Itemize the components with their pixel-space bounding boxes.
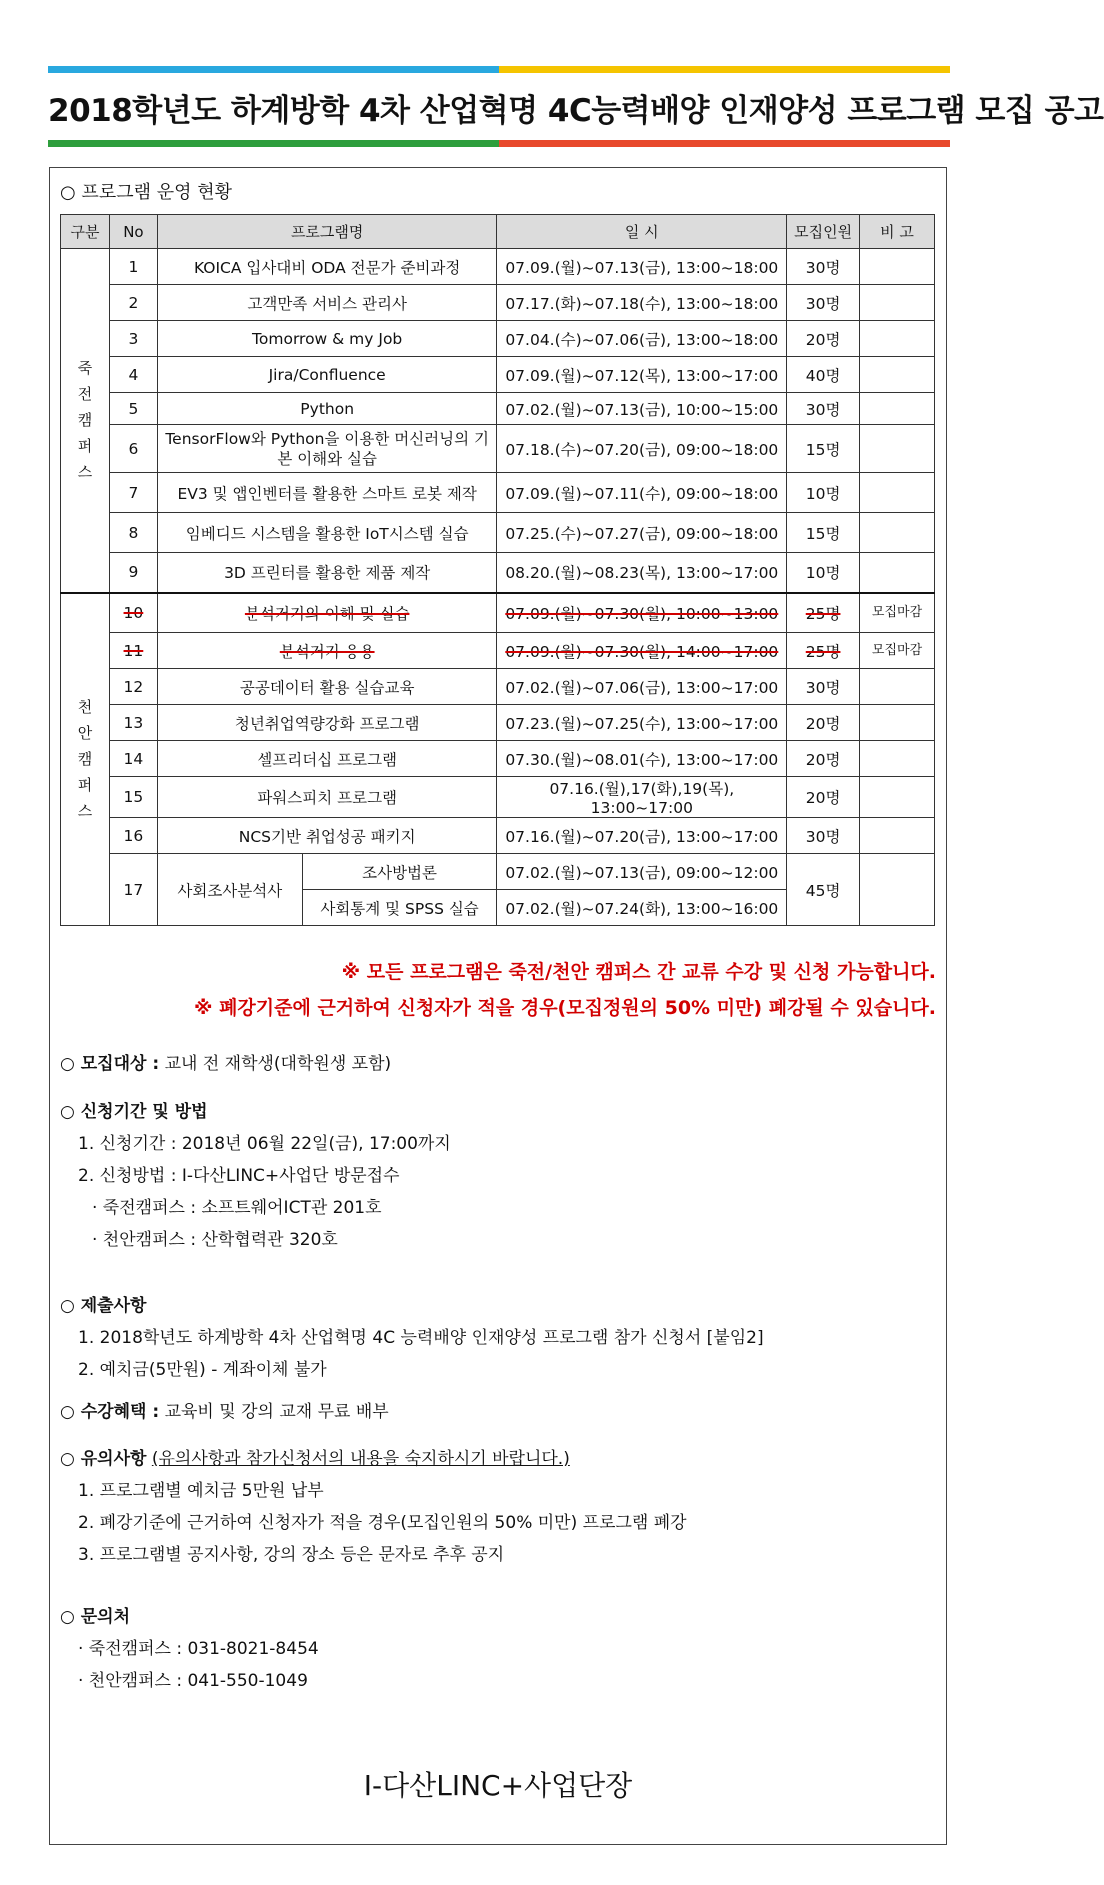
table-cell-note bbox=[860, 741, 935, 777]
header-division: 구분 bbox=[61, 215, 110, 249]
header-date: 일 시 bbox=[497, 215, 787, 249]
table-cell-count: 30명 bbox=[787, 669, 860, 705]
table-cell-count: 25명 bbox=[787, 593, 860, 633]
caution-line-3: 3. 프로그램별 공지사항, 강의 장소 등은 문자로 추후 공지 bbox=[78, 1545, 505, 1565]
table-cell-note bbox=[860, 321, 935, 357]
table-cell-program: 분석거기의 이해 및 실습 bbox=[157, 593, 497, 633]
table-cell-no: 6 bbox=[109, 425, 157, 473]
table-cell-count: 45명 bbox=[787, 854, 860, 926]
table-cell-date: 07.09.(월)~07.30(월), 10:00~13:00 bbox=[497, 593, 787, 633]
table-cell-count: 30명 bbox=[787, 393, 860, 425]
table-cell-count: 15명 bbox=[787, 513, 860, 553]
table-cell-date: 07.17.(화)~07.18(수), 13:00~18:00 bbox=[497, 285, 787, 321]
table-row bbox=[61, 321, 935, 357]
table-cell-count: 20명 bbox=[787, 741, 860, 777]
table-cell-no: 13 bbox=[109, 705, 157, 741]
signature: I-다산LINC+사업단장 bbox=[363, 1769, 633, 1802]
table-cell-count: 20명 bbox=[787, 777, 860, 818]
table-cell-program: Python bbox=[157, 393, 497, 425]
table-cell-date: 07.04.(수)~07.06(금), 13:00~18:00 bbox=[497, 321, 787, 357]
table-row bbox=[61, 393, 935, 425]
table-row bbox=[61, 513, 935, 553]
header-count: 모집인원 bbox=[787, 215, 860, 249]
submit-line-1: 1. 2018학년도 하계방학 4차 산업혁명 4C 능력배양 인재양성 프로그램 참가 신청서 [붙임2] bbox=[78, 1328, 764, 1348]
table-cell-date: 07.30.(월)~08.01(수), 13:00~17:00 bbox=[497, 741, 787, 777]
caution-section bbox=[60, 1443, 687, 1571]
apply-heading: ○ 신청기간 및 방법 bbox=[60, 1102, 208, 1122]
table-row bbox=[61, 593, 935, 633]
table-cell-date: 07.02.(월)~07.13(금), 09:00~12:00 bbox=[497, 854, 787, 890]
caution-label: ○ 유의사항 bbox=[60, 1449, 147, 1469]
table-cell-program: 사회조사분석사 bbox=[157, 854, 302, 926]
table-cell-count: 20명 bbox=[787, 705, 860, 741]
benefit-text: 교육비 및 강의 교재 무료 배부 bbox=[164, 1402, 389, 1422]
table-row bbox=[61, 357, 935, 393]
apply-line-1: 1. 신청기간 : 2018년 06월 22일(금), 17:00까지 bbox=[78, 1134, 451, 1154]
table-cell-note bbox=[860, 425, 935, 473]
table-row bbox=[61, 285, 935, 321]
table-row bbox=[61, 633, 935, 669]
contact-line-2: · 천안캠퍼스 : 041-550-1049 bbox=[78, 1671, 308, 1691]
table-cell-no: 11 bbox=[109, 633, 157, 669]
header-program: 프로그램명 bbox=[157, 215, 497, 249]
table-cell-note bbox=[860, 669, 935, 705]
table-cell-count: 10명 bbox=[787, 473, 860, 513]
notice-line-2: ※ 폐강기준에 근거하여 신청자가 적을 경우(모집정원의 50% 미만) 폐강될 수 있습니다. bbox=[193, 997, 936, 1019]
apply-sub-2: · 천안캠퍼스 : 산학협력관 320호 bbox=[92, 1230, 338, 1250]
table-cell-program: 분석거기 응용 bbox=[157, 633, 497, 669]
target-label: ○ 모집대상 : bbox=[60, 1054, 160, 1074]
table-cell-note bbox=[860, 553, 935, 593]
table-cell-no: 7 bbox=[109, 473, 157, 513]
caution-underline: (유의사항과 참가신청서의 내용을 숙지하시기 바랍니다.) bbox=[151, 1449, 570, 1469]
table-cell-date: 07.09.(월)~07.13(금), 13:00~18:00 bbox=[497, 249, 787, 285]
apply-sub-1: · 죽전캠퍼스 : 소프트웨어ICT관 201호 bbox=[92, 1198, 382, 1218]
program-status-heading: ○ 프로그램 운영 현황 bbox=[60, 182, 232, 203]
contact-heading: ○ 문의처 bbox=[60, 1607, 131, 1627]
submit-line-2: 2. 예치금(5만원) - 계좌이체 불가 bbox=[78, 1360, 327, 1380]
table-cell-note bbox=[860, 249, 935, 285]
table-cell-date: 07.09.(월)~07.11(수), 09:00~18:00 bbox=[497, 473, 787, 513]
table-cell-note bbox=[860, 285, 935, 321]
table-cell-program: TensorFlow와 Python을 이용한 머신러닝의 기본 이해와 실습 bbox=[157, 425, 497, 473]
table-row bbox=[61, 854, 935, 890]
table-cell-subprogram: 사회통계 및 SPSS 실습 bbox=[302, 890, 497, 926]
table-cell-note bbox=[860, 357, 935, 393]
table-cell-note bbox=[860, 473, 935, 513]
contact-section bbox=[60, 1601, 319, 1697]
table-row bbox=[61, 777, 935, 818]
table-cell-note bbox=[860, 705, 935, 741]
table-cell-no: 10 bbox=[109, 593, 157, 633]
table-cell-no: 9 bbox=[109, 553, 157, 593]
campus-cheonan: 천 안 캠 퍼 스 bbox=[61, 593, 110, 926]
table-cell-no: 3 bbox=[109, 321, 157, 357]
table-cell-date: 07.16.(월),17(화),19(목), 13:00~17:00 bbox=[497, 777, 787, 818]
table-cell-count: 25명 bbox=[787, 633, 860, 669]
table-cell-note: 모집마감 bbox=[860, 593, 935, 633]
table-cell-program: EV3 및 앱인벤터를 활용한 스마트 로봇 제작 bbox=[157, 473, 497, 513]
table-cell-program: 공공데이터 활용 실습교육 bbox=[157, 669, 497, 705]
title-top-bar bbox=[48, 66, 950, 73]
table-cell-no: 8 bbox=[109, 513, 157, 553]
target-section bbox=[60, 1048, 391, 1080]
notice-box bbox=[49, 167, 947, 1845]
benefit-label: ○ 수강혜택 : bbox=[60, 1402, 160, 1422]
table-cell-program: 파워스피치 프로그램 bbox=[157, 777, 497, 818]
table-cell-note bbox=[860, 393, 935, 425]
table-cell-no: 1 bbox=[109, 249, 157, 285]
table-cell-program: 임베디드 시스템을 활용한 IoT시스템 실습 bbox=[157, 513, 497, 553]
table-cell-note bbox=[860, 854, 935, 926]
table-row bbox=[61, 473, 935, 513]
table-row bbox=[61, 741, 935, 777]
table-cell-date: 07.02.(월)~07.24(화), 13:00~16:00 bbox=[497, 890, 787, 926]
program-table bbox=[60, 214, 935, 926]
table-cell-date: 07.02.(월)~07.13(금), 10:00~15:00 bbox=[497, 393, 787, 425]
table-cell-date: 07.25.(수)~07.27(금), 09:00~18:00 bbox=[497, 513, 787, 553]
table-cell-no: 15 bbox=[109, 777, 157, 818]
table-cell-date: 07.02.(월)~07.06(금), 13:00~17:00 bbox=[497, 669, 787, 705]
table-header-row bbox=[61, 215, 935, 249]
table-cell-no: 17 bbox=[109, 854, 157, 926]
table-cell-no: 14 bbox=[109, 741, 157, 777]
table-cell-count: 30명 bbox=[787, 285, 860, 321]
table-cell-no: 12 bbox=[109, 669, 157, 705]
table-cell-note bbox=[860, 513, 935, 553]
caution-line-1: 1. 프로그램별 예치금 5만원 납부 bbox=[78, 1481, 324, 1501]
table-cell-program: Tomorrow & my Job bbox=[157, 321, 497, 357]
table-row bbox=[61, 249, 935, 285]
table-cell-count: 30명 bbox=[787, 818, 860, 854]
table-row bbox=[61, 818, 935, 854]
table-cell-no: 5 bbox=[109, 393, 157, 425]
campus-jukjeon: 죽 전 캠 퍼 스 bbox=[61, 249, 110, 593]
apply-line-2: 2. 신청방법 : I-다산LINC+사업단 방문접수 bbox=[78, 1166, 400, 1186]
table-cell-note bbox=[860, 777, 935, 818]
table-row bbox=[61, 705, 935, 741]
submit-heading: ○ 제출사항 bbox=[60, 1296, 147, 1316]
table-row bbox=[61, 425, 935, 473]
apply-section bbox=[60, 1096, 451, 1256]
table-cell-date: 07.09.(월)~07.30(월), 14:00~17:00 bbox=[497, 633, 787, 669]
table-cell-count: 10명 bbox=[787, 553, 860, 593]
table-cell-program: KOICA 입사대비 ODA 전문가 준비과정 bbox=[157, 249, 497, 285]
table-cell-count: 40명 bbox=[787, 357, 860, 393]
table-cell-no: 2 bbox=[109, 285, 157, 321]
title-banner bbox=[48, 66, 1104, 147]
submit-section bbox=[60, 1290, 764, 1386]
table-cell-program: 청년취업역량강화 프로그램 bbox=[157, 705, 497, 741]
benefit-section bbox=[60, 1396, 389, 1428]
table-cell-date: 07.16.(월)~07.20(금), 13:00~17:00 bbox=[497, 818, 787, 854]
contact-line-1: · 죽전캠퍼스 : 031-8021-8454 bbox=[78, 1639, 319, 1659]
table-cell-date: 07.23.(월)~07.25(수), 13:00~17:00 bbox=[497, 705, 787, 741]
table-cell-subprogram: 조사방법론 bbox=[302, 854, 497, 890]
table-cell-date: 07.09.(월)~07.12(목), 13:00~17:00 bbox=[497, 357, 787, 393]
table-cell-note: 모집마감 bbox=[860, 633, 935, 669]
table-cell-date: 08.20.(월)~08.23(목), 13:00~17:00 bbox=[497, 553, 787, 593]
table-row bbox=[61, 553, 935, 593]
target-text: 교내 전 재학생(대학원생 포함) bbox=[164, 1054, 392, 1074]
table-cell-count: 15명 bbox=[787, 425, 860, 473]
table-cell-note bbox=[860, 818, 935, 854]
table-cell-no: 4 bbox=[109, 357, 157, 393]
table-cell-count: 20명 bbox=[787, 321, 860, 357]
title-bottom-bar bbox=[48, 140, 950, 147]
table-cell-no: 16 bbox=[109, 818, 157, 854]
table-cell-date: 07.18.(수)~07.20(금), 09:00~18:00 bbox=[497, 425, 787, 473]
header-no: No bbox=[109, 215, 157, 249]
notice-line-1: ※ 모든 프로그램은 죽전/천안 캠퍼스 간 교류 수강 및 신청 가능합니다. bbox=[341, 961, 936, 983]
page-title: 2018학년도 하계방학 4차 산업혁명 4C능력배양 인재양성 프로그램 모집 공고 bbox=[48, 93, 1104, 129]
table-cell-program: Jira/Confluence bbox=[157, 357, 497, 393]
table-cell-program: 셀프리더십 프로그램 bbox=[157, 741, 497, 777]
caution-line-2: 2. 폐강기준에 근거하여 신청자가 적을 경우(모집인원의 50% 미만) 프로그램 폐강 bbox=[78, 1513, 687, 1533]
table-cell-count: 30명 bbox=[787, 249, 860, 285]
table-cell-program: 3D 프린터를 활용한 제품 제작 bbox=[157, 553, 497, 593]
table-row bbox=[61, 669, 935, 705]
table-cell-program: NCS기반 취업성공 패키지 bbox=[157, 818, 497, 854]
header-note: 비 고 bbox=[860, 215, 935, 249]
table-cell-program: 고객만족 서비스 관리사 bbox=[157, 285, 497, 321]
